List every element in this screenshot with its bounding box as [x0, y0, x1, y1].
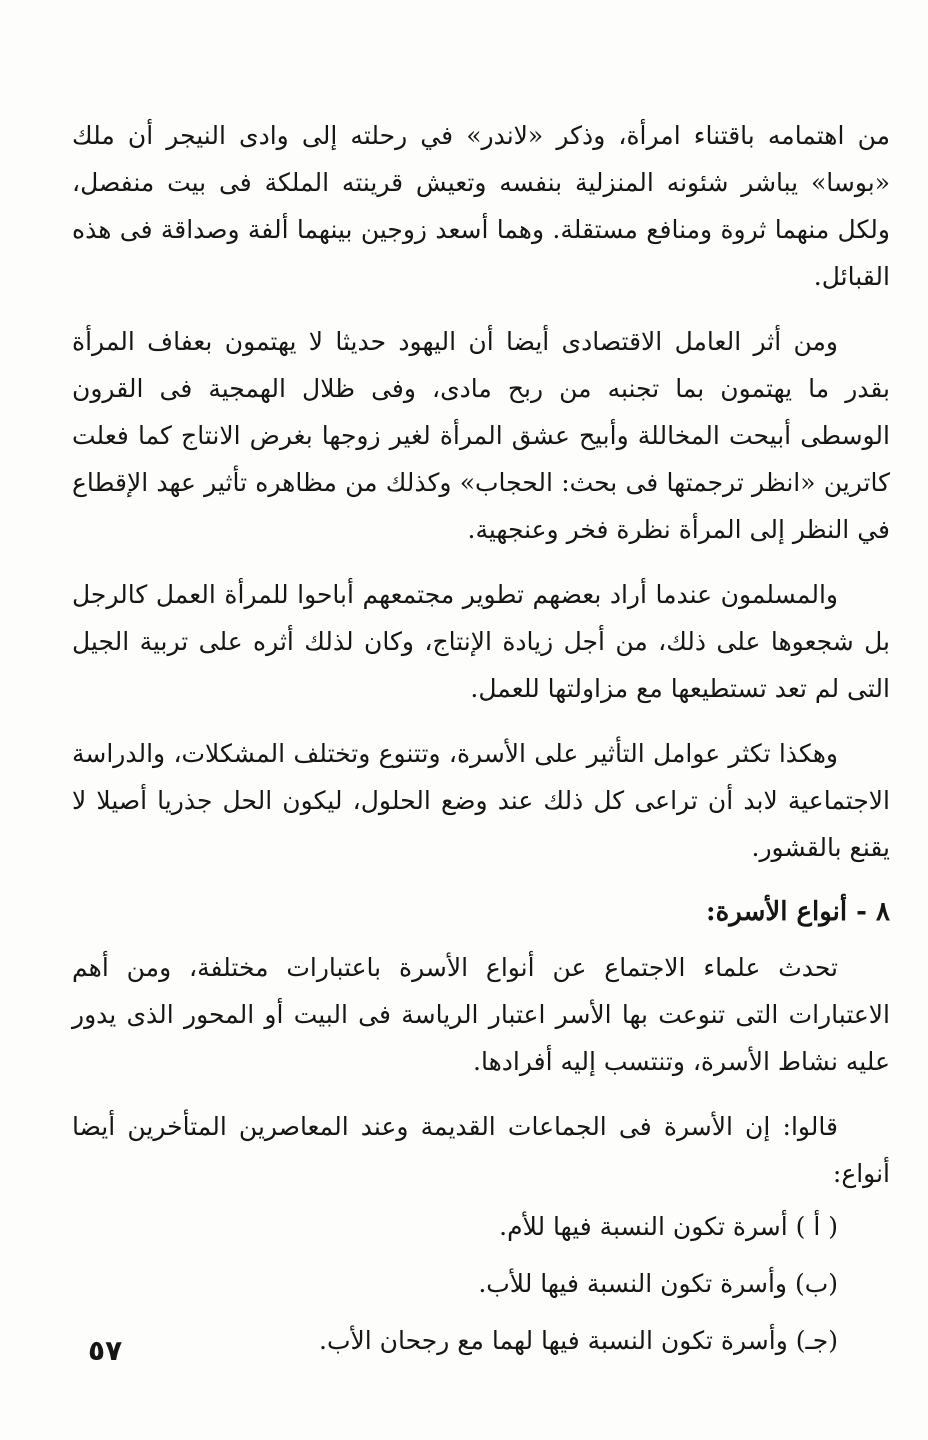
paragraph-1: من اهتمامه باقتناء امرأة، وذكر «لاندر» في رحلته إلى وادى النيجر أن ملك «بوسا» يباشر شئونه المنزلية بنفسه وتعيش قرينته الملكة فى بيت منفصل، ولكل منهما ثروة ومنافع مستقلة. وهما أسعد زوجين بينهما ألفة وصداقة فى هذه القبائل.: [72, 121, 890, 291]
list-item-b: (ب) وأسرة تكون النسبة فيها للأب.: [478, 1269, 838, 1298]
section-paragraph: تحدث علماء الاجتماع عن أنواع الأسرة باعتبارات مختلفة، ومن أهم الاعتبارات التى تنوعت بها الأسر اعتبار الرياسة فى البيت أو المحور الذى يدور عليه نشاط الأسرة، وتنتسب إليه أفرادها.: [72, 953, 890, 1076]
page-body: [72, 112, 890, 1374]
paragraph-3: والمسلمون عندما أراد بعضهم تطوير مجتمعهم أباحوا للمرأة العمل كالرجل بل شجعوها على ذلك، من أجل زيادة الإنتاج، وكان لذلك أثره على تربية الجيل التى لم تعد تستطيعها مع مزاولتها للعمل.: [72, 580, 890, 703]
list-intro: قالوا: إن الأسرة فى الجماعات القديمة وعند المعاصرين المتأخرين أيضا أنواع:: [72, 1112, 890, 1188]
section-heading: ٨ - أنواع الأسرة:: [706, 897, 890, 927]
list-item-a: ( أ ) أسرة تكون النسبة فيها للأم.: [499, 1212, 838, 1241]
list-item-c: (جـ) وأسرة تكون النسبة فيها لهما مع رجحان الأب.: [319, 1326, 838, 1355]
paragraph-4: وهكذا تكثر عوامل التأثير على الأسرة، وتتنوع وتختلف المشكلات، والدراسة الاجتماعية لابد أن تراعى كل ذلك عند وضع الحلول، ليكون الحل جذريا أصيلا لا يقنع بالقشور.: [72, 739, 890, 862]
page-number: ٥٧: [88, 1334, 123, 1367]
paragraph-2: ومن أثر العامل الاقتصادى أيضا أن اليهود حديثا لا يهتمون بعفاف المرأة بقدر ما يهتمون بما تجنبه من ربح مادى، وفى ظلال الهمجية فى القرون الوسطى أبيحت المخاللة وأبيح عشق المرأة لغير زوجها بغرض الانتاج كما فعلت كاترين «انظر ترجمتها فى بحث: الحجاب» وكذلك من مظاهره تأثير عهد الإقطاع في النظر إلى المرأة نظرة فخر وعنجهية.: [72, 327, 890, 544]
